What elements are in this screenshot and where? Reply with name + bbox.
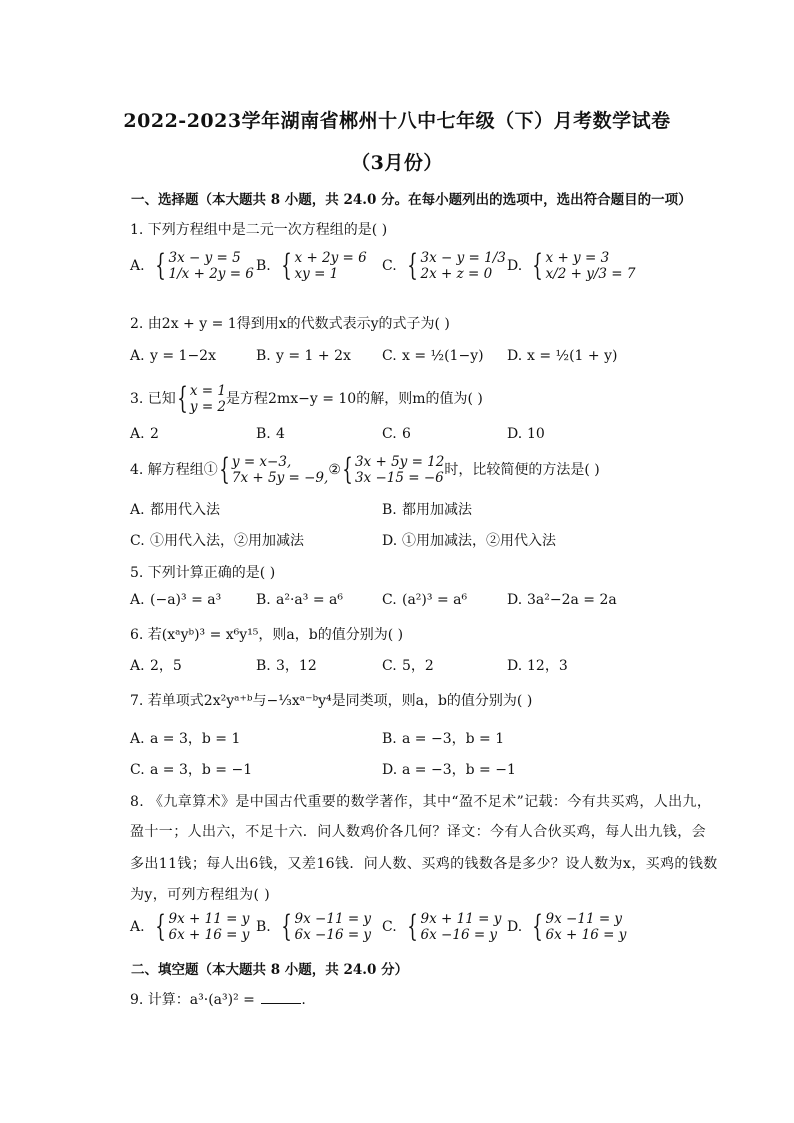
question-1-stem: 1. 下列方程组中是二元一次方程组的是( )	[130, 222, 388, 238]
option-text: 3a²−2a = 2a	[527, 592, 617, 608]
equation: x + 2y = 6	[294, 250, 367, 266]
option-label: C.	[382, 258, 397, 274]
equation: 3x −15 = −6	[354, 470, 444, 486]
q4-option-b[interactable]	[382, 499, 472, 519]
equation: 3x − y = 5	[168, 250, 241, 266]
option-text: 都用加减法	[402, 502, 472, 518]
option-label: B.	[256, 426, 271, 442]
option-label: C.	[382, 592, 397, 608]
option-text: 10	[527, 426, 545, 442]
option-label: D.	[507, 919, 523, 935]
option-label: D.	[507, 258, 523, 274]
option-text: 3，12	[276, 658, 317, 674]
q3-option-a[interactable]	[130, 426, 159, 442]
equation: 6x + 16 = y	[545, 927, 627, 943]
option-text: a = −3，b = 1	[402, 731, 505, 747]
q4-option-a[interactable]	[130, 499, 220, 519]
equation: 9x −11 = y	[294, 911, 372, 927]
q5-option-c[interactable]	[382, 592, 467, 608]
option-text: (−a)³ = a³	[150, 592, 222, 608]
equation: 6x −16 = y	[294, 927, 372, 943]
q7-option-c[interactable]	[130, 759, 252, 779]
option-label: C.	[130, 762, 145, 778]
question-8-line-2: 盈十一；人出六，不足十六．问人数鸡价各几何？译文：今有人合伙买鸡，每人出九钱，会	[130, 824, 706, 840]
option-label: B.	[382, 502, 397, 518]
q4-option-c[interactable]	[130, 530, 304, 550]
equation: 2x + z = 0	[420, 266, 493, 282]
q1-option-d[interactable]: D. { x + y = 3 x/2 + y/3 = 7	[507, 248, 636, 283]
stem-text: .	[301, 992, 306, 1008]
equation: x = 1	[189, 383, 227, 399]
option-text: y = 1−2x	[150, 348, 216, 364]
stem-text: 9. 计算：a³·(a³)² =	[130, 992, 260, 1008]
question-6-stem: 6. 若(xᵃyᵇ)³ = x⁶y¹⁵，则a，b的值分别为( )	[130, 627, 404, 643]
equation: x + y = 3	[545, 250, 610, 266]
option-label: A.	[130, 731, 145, 747]
option-label: A.	[130, 592, 145, 608]
question-9-stem	[130, 989, 306, 1009]
option-label: A.	[130, 348, 145, 364]
equation: 3x − y = 1/3	[420, 250, 506, 266]
option-text: x = ½(1 + y)	[527, 348, 618, 364]
option-label: D.	[382, 762, 398, 778]
equation: 1/x + 2y = 6	[168, 266, 254, 282]
option-text: (a²)³ = a⁶	[402, 592, 468, 608]
q2-option-d[interactable]	[507, 348, 617, 364]
equation: x/2 + y/3 = 7	[545, 266, 636, 282]
option-text: y = 1 + 2x	[276, 348, 351, 364]
question-2-stem: 2. 由2x + y = 1得到用x的代数式表示y的式子为( )	[130, 316, 450, 332]
section-heading-choice: 一、选择题（本大题共 8 小题，共 24.0 分。在每小题列出的选项中，选出符合题目的一项）	[131, 192, 692, 208]
option-text: ①用代入法，②用加减法	[150, 533, 304, 549]
q3-option-c[interactable]	[382, 426, 411, 442]
option-label: B.	[382, 731, 397, 747]
stem-text: 时，比较简便的方法是( )	[444, 462, 600, 478]
equation: 9x + 11 = y	[168, 911, 250, 927]
stem-text: 4. 解方程组①	[130, 462, 218, 478]
option-label: B.	[256, 258, 271, 274]
equation: 3x + 5y = 12	[354, 454, 445, 470]
option-label: D.	[507, 426, 523, 442]
q8-option-a[interactable]: A. { 9x + 11 = y 6x + 16 = y	[130, 909, 250, 944]
stem-text: 是方程2mx−y = 10的解，则m的值为( )	[226, 391, 483, 407]
question-7-stem: 7. 若单项式2x²yᵃ⁺ᵇ与−⅓xᵃ⁻ᵇy⁴是同类项，则a，b的值分别为( )	[130, 693, 533, 709]
option-label: D.	[507, 348, 523, 364]
option-label: B.	[256, 919, 271, 935]
equation: xy = 1	[294, 266, 339, 282]
option-text: 2	[150, 426, 159, 442]
option-label: B.	[256, 658, 271, 674]
option-label: A.	[130, 502, 145, 518]
equation: y = x−3,	[231, 454, 292, 470]
option-label: B.	[256, 348, 271, 364]
q2-option-b[interactable]	[256, 348, 351, 364]
q1-option-c[interactable]: C. { 3x − y = 1/3 2x + z = 0	[382, 248, 506, 283]
option-label: C.	[382, 919, 397, 935]
stem-text: ②	[328, 462, 341, 478]
option-text: 5，2	[402, 658, 434, 674]
q2-option-c[interactable]	[382, 348, 484, 364]
option-label: A.	[130, 258, 145, 274]
q6-option-b[interactable]	[256, 655, 317, 675]
option-label: C.	[382, 426, 397, 442]
option-text: 2，5	[150, 658, 182, 674]
option-label: D.	[382, 533, 398, 549]
option-label: C.	[382, 348, 397, 364]
equation: y = 2	[189, 399, 227, 415]
q3-option-d[interactable]	[507, 426, 545, 442]
equation: 7x + 5y = −9,	[231, 470, 329, 486]
q6-option-c[interactable]	[382, 655, 434, 675]
equation: 6x −16 = y	[420, 927, 498, 943]
q4-option-d[interactable]	[382, 530, 556, 550]
q7-option-d[interactable]	[382, 759, 516, 779]
option-label: C.	[382, 658, 397, 674]
option-text: ①用加减法，②用代入法	[402, 533, 556, 549]
option-label: A.	[130, 919, 145, 935]
option-text: a = 3，b = 1	[150, 731, 241, 747]
q8-option-d[interactable]: D. { 9x −11 = y 6x + 16 = y	[507, 909, 627, 944]
q6-option-d[interactable]	[507, 655, 568, 675]
question-8-line-1: 8. 《九章算术》是中国古代重要的数学著作，其中“盈不足术”记载：今有共买鸡，人出九，	[130, 794, 712, 810]
q6-option-a[interactable]	[130, 655, 182, 675]
equation: 9x + 11 = y	[420, 911, 502, 927]
question-5-stem: 5. 下列计算正确的是( )	[130, 565, 276, 581]
option-text: 6	[402, 426, 411, 442]
exam-subtitle: （3月份）	[351, 152, 443, 174]
q1-option-b[interactable]: B. { x + 2y = 6 xy = 1	[256, 248, 367, 283]
option-label: A.	[130, 426, 145, 442]
option-text: 4	[276, 426, 285, 442]
question-4-stem: 4. 解方程组① { y = x−3, 7x + 5y = −9, ② { 3x + 5y = 12 3x −15 = −6 时，比较简便的方法是( )	[130, 452, 600, 487]
option-text: 都用代入法	[150, 502, 220, 518]
section-heading-fill-in: 二、填空题（本大题共 8 小题，共 24.0 分）	[131, 962, 409, 978]
q1-option-a[interactable]: A. { 3x − y = 5 1/x + 2y = 6	[130, 248, 254, 283]
option-text: a = 3，b = −1	[150, 762, 253, 778]
equation: 6x + 16 = y	[168, 927, 250, 943]
q2-option-a[interactable]	[130, 348, 216, 364]
option-label: D.	[507, 592, 523, 608]
option-text: x = ½(1−y)	[402, 348, 484, 364]
option-text: 12，3	[527, 658, 568, 674]
option-label: A.	[130, 658, 145, 674]
question-3-stem: 3. 已知 { x = 1 y = 2 是方程2mx−y = 10的解，则m的值为( )	[130, 381, 483, 416]
answer-blank[interactable]	[261, 1003, 301, 1004]
q8-option-b[interactable]: B. { 9x −11 = y 6x −16 = y	[256, 909, 372, 944]
q8-option-c[interactable]: C. { 9x + 11 = y 6x −16 = y	[382, 909, 502, 944]
exam-title: 2022-2023学年湖南省郴州十八中七年级（下）月考数学试卷	[123, 110, 671, 132]
q5-option-b[interactable]	[256, 592, 343, 608]
q3-option-b[interactable]	[256, 426, 285, 442]
equation: 9x −11 = y	[545, 911, 623, 927]
q5-option-a[interactable]	[130, 592, 221, 608]
question-8-line-4: 为y，可列方程组为( )	[130, 887, 271, 903]
q7-option-a[interactable]	[130, 728, 240, 748]
option-label: D.	[507, 658, 523, 674]
q5-option-d[interactable]	[507, 592, 617, 608]
option-label: C.	[130, 533, 145, 549]
option-text: a = −3，b = −1	[402, 762, 516, 778]
stem-text: 3. 已知	[130, 391, 176, 407]
option-text: a²·a³ = a⁶	[276, 592, 343, 608]
q7-option-b[interactable]	[382, 728, 504, 748]
question-8-line-3: 多出11钱；每人出6钱，又差16钱．问人数、买鸡的钱数各是多少？设人数为x，买鸡的钱数	[130, 856, 718, 872]
option-label: B.	[256, 592, 271, 608]
